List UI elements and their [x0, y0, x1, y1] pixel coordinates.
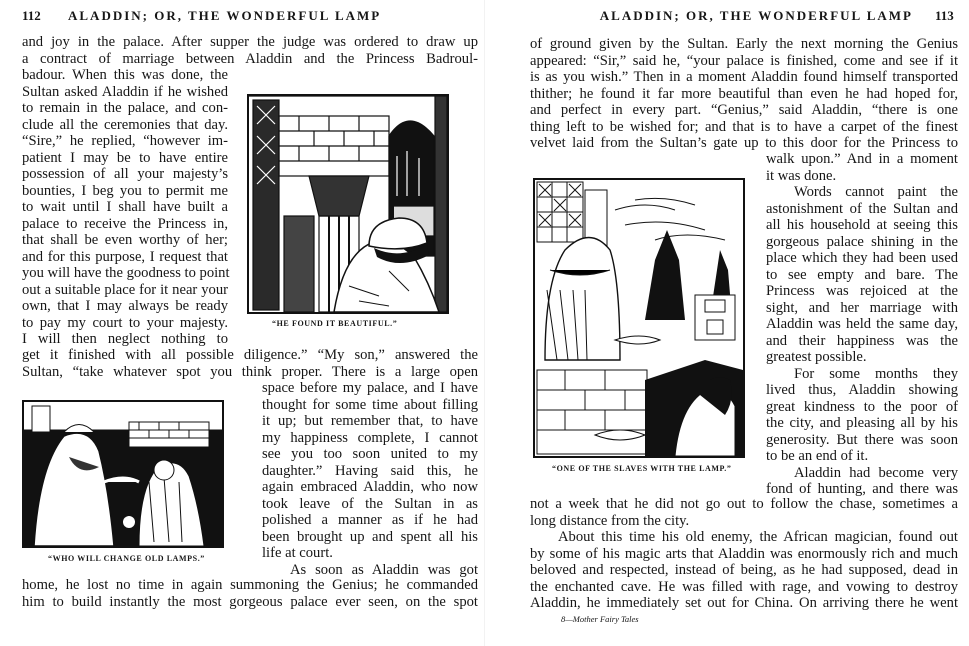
- text-line: beloved and respected, instead of being, as he had supposed, dead in: [530, 562, 958, 578]
- text-line: my happiness complete, I cannot: [262, 429, 478, 446]
- text-line: great kindness to the poor of: [766, 398, 958, 415]
- text-line: long distance from the city.: [530, 512, 690, 529]
- illustration-he-found-it-beautiful: [247, 94, 449, 314]
- text-line: out a suitable place for it near your: [22, 281, 228, 298]
- illustration-caption: “ONE OF THE SLAVES WITH THE LAMP.”: [552, 464, 732, 473]
- illustration-one-of-the-slaves-with-the-lamp: [533, 178, 745, 458]
- text-line: bounties, I beg you to permit me: [22, 182, 228, 199]
- text-line: by some of his magic arts that Aladdin was enormously rich and much: [530, 545, 958, 562]
- text-line: and perfect in every part. “Genius,” said Aladdin, “there is one: [530, 102, 958, 118]
- text-line: daughter.” Having said this, he: [262, 462, 478, 479]
- text-line: been brought up and spent all his: [262, 528, 478, 545]
- text-line: walk upon.” And in a moment: [766, 151, 958, 167]
- text-line: Words cannot paint the: [794, 184, 958, 200]
- text-line: possession of all your majesty’s: [22, 166, 228, 182]
- text-line: Aladdin had become very: [794, 464, 958, 481]
- text-line: Sultan, “take whatever spot you think proper. There is a large open: [22, 363, 478, 380]
- text-line: took leave of the Sultan in as: [262, 495, 478, 512]
- text-line: get it finished with all possible diligence.” “My son,” answered the: [22, 347, 478, 363]
- text-line: all his household at seeing this: [766, 217, 958, 233]
- text-line: As soon as Aladdin was got: [290, 561, 478, 578]
- text-line: thither; he found it far more beautiful than even he had hoped for,: [530, 85, 958, 102]
- text-line: place which they had been used: [766, 250, 958, 266]
- text-line: generosity. But there was soon: [766, 431, 958, 448]
- text-line: gorgeous palace shining in the: [766, 233, 958, 250]
- page-gutter: [484, 0, 485, 646]
- text-line: About this time his old enemy, the African magician, found out: [558, 529, 958, 545]
- text-line: clude all the ceremonies that day.: [22, 116, 228, 133]
- right-page-number: 113: [935, 8, 954, 23]
- text-line: to pay my court to your majesty.: [22, 314, 228, 331]
- text-line: not a week that he did not go out to follow the chase, sometimes a: [530, 496, 958, 512]
- text-line: home, he lost no time in again summoning the Genius; he commanded: [22, 577, 478, 593]
- illustration-who-will-change-old-lamps: [22, 400, 224, 548]
- text-line: appeared: “Sir,” said he, “your palace is finished, come and see if it: [530, 52, 958, 69]
- text-line: For some months they: [794, 365, 958, 382]
- text-line: it was done.: [766, 167, 837, 184]
- illustration-caption: “HE FOUND IT BEAUTIFUL.”: [272, 319, 398, 328]
- text-line: it up; but remember that, to have: [262, 413, 478, 429]
- text-line: to see empty and bare. The: [766, 266, 958, 283]
- text-line: sight, and her marriage with: [766, 299, 958, 316]
- text-line: that shall be even worthy of her;: [22, 232, 228, 248]
- text-line: and joy in the palace. After supper the judge was ordered to draw up: [22, 34, 478, 50]
- right-running-title: ALADDIN; OR, THE WONDERFUL LAMP: [599, 8, 913, 23]
- text-line: see you too soon united to my: [262, 446, 478, 462]
- text-line: badour. When this was done, the: [22, 67, 228, 83]
- text-line: Aladdin, he immediately set out for China. On arriving there he went: [530, 595, 958, 611]
- text-line: you will have the goodness to point: [22, 265, 230, 281]
- text-line: velvet laid from the Sultan’s gate up to this door for the Princess to: [530, 135, 958, 151]
- text-line: greatest possible.: [766, 349, 867, 365]
- text-line: him to build instantly the most gorgeous palace ever seen, on the spot: [22, 593, 478, 610]
- text-line: Princess was rejoiced at the: [766, 283, 958, 299]
- signature-mark: 8—Mother Fairy Tales: [561, 614, 639, 624]
- text-line: patient I may be to have entire: [22, 149, 228, 166]
- text-line: thing left to be wished for; and that is to have a carpet of the finest: [530, 118, 958, 135]
- text-line: to wait until I shall have built a: [22, 199, 228, 215]
- text-line: and for this purpose, I request that: [22, 248, 228, 265]
- text-line: palace to receive the Princess in,: [22, 215, 228, 232]
- text-line: space before my palace, and I have: [262, 380, 478, 396]
- text-line: thought for some time about filling: [262, 396, 478, 413]
- text-line: lived thus, Aladdin showing: [766, 382, 958, 398]
- text-line: again embraced Aladdin, who now: [262, 479, 478, 495]
- text-line: to be an end of it.: [766, 448, 869, 464]
- illustration-caption: “WHO WILL CHANGE OLD LAMPS.”: [48, 554, 205, 563]
- text-line: of ground given by the Sultan. Early the next morning the Genius: [530, 36, 958, 52]
- text-line: the city, and pleasing all by his: [766, 415, 958, 431]
- text-line: Aladdin was held the same day,: [766, 316, 958, 332]
- text-line: polished a manner as if he had: [262, 512, 478, 528]
- text-line: the enchanted cave. He was filled with rage, and vowing to destroy: [530, 578, 958, 595]
- text-line: life at court.: [262, 545, 333, 561]
- text-line: astonishment of the Sultan and: [766, 200, 958, 217]
- text-line: Sultan asked Aladdin if he wished: [22, 83, 228, 100]
- text-line: to remain in the palace, and con-: [22, 100, 228, 116]
- text-line: own, that I may always be ready: [22, 298, 228, 314]
- text-line: I will then neglect nothing to: [22, 331, 228, 347]
- left-page-number: 112: [22, 8, 41, 23]
- text-line: is as you wish.” Then in a moment Aladdin found himself transported: [530, 69, 958, 85]
- text-line: a contract of marriage between Aladdin and the Princess Badroul-: [22, 50, 478, 67]
- text-line: “Sire,” he replied, “however im-: [22, 133, 228, 149]
- text-line: and their happiness was the: [766, 332, 958, 349]
- text-line: fond of hunting, and there was: [766, 481, 958, 497]
- left-running-title: ALADDIN; OR, THE WONDERFUL LAMP: [68, 8, 382, 23]
